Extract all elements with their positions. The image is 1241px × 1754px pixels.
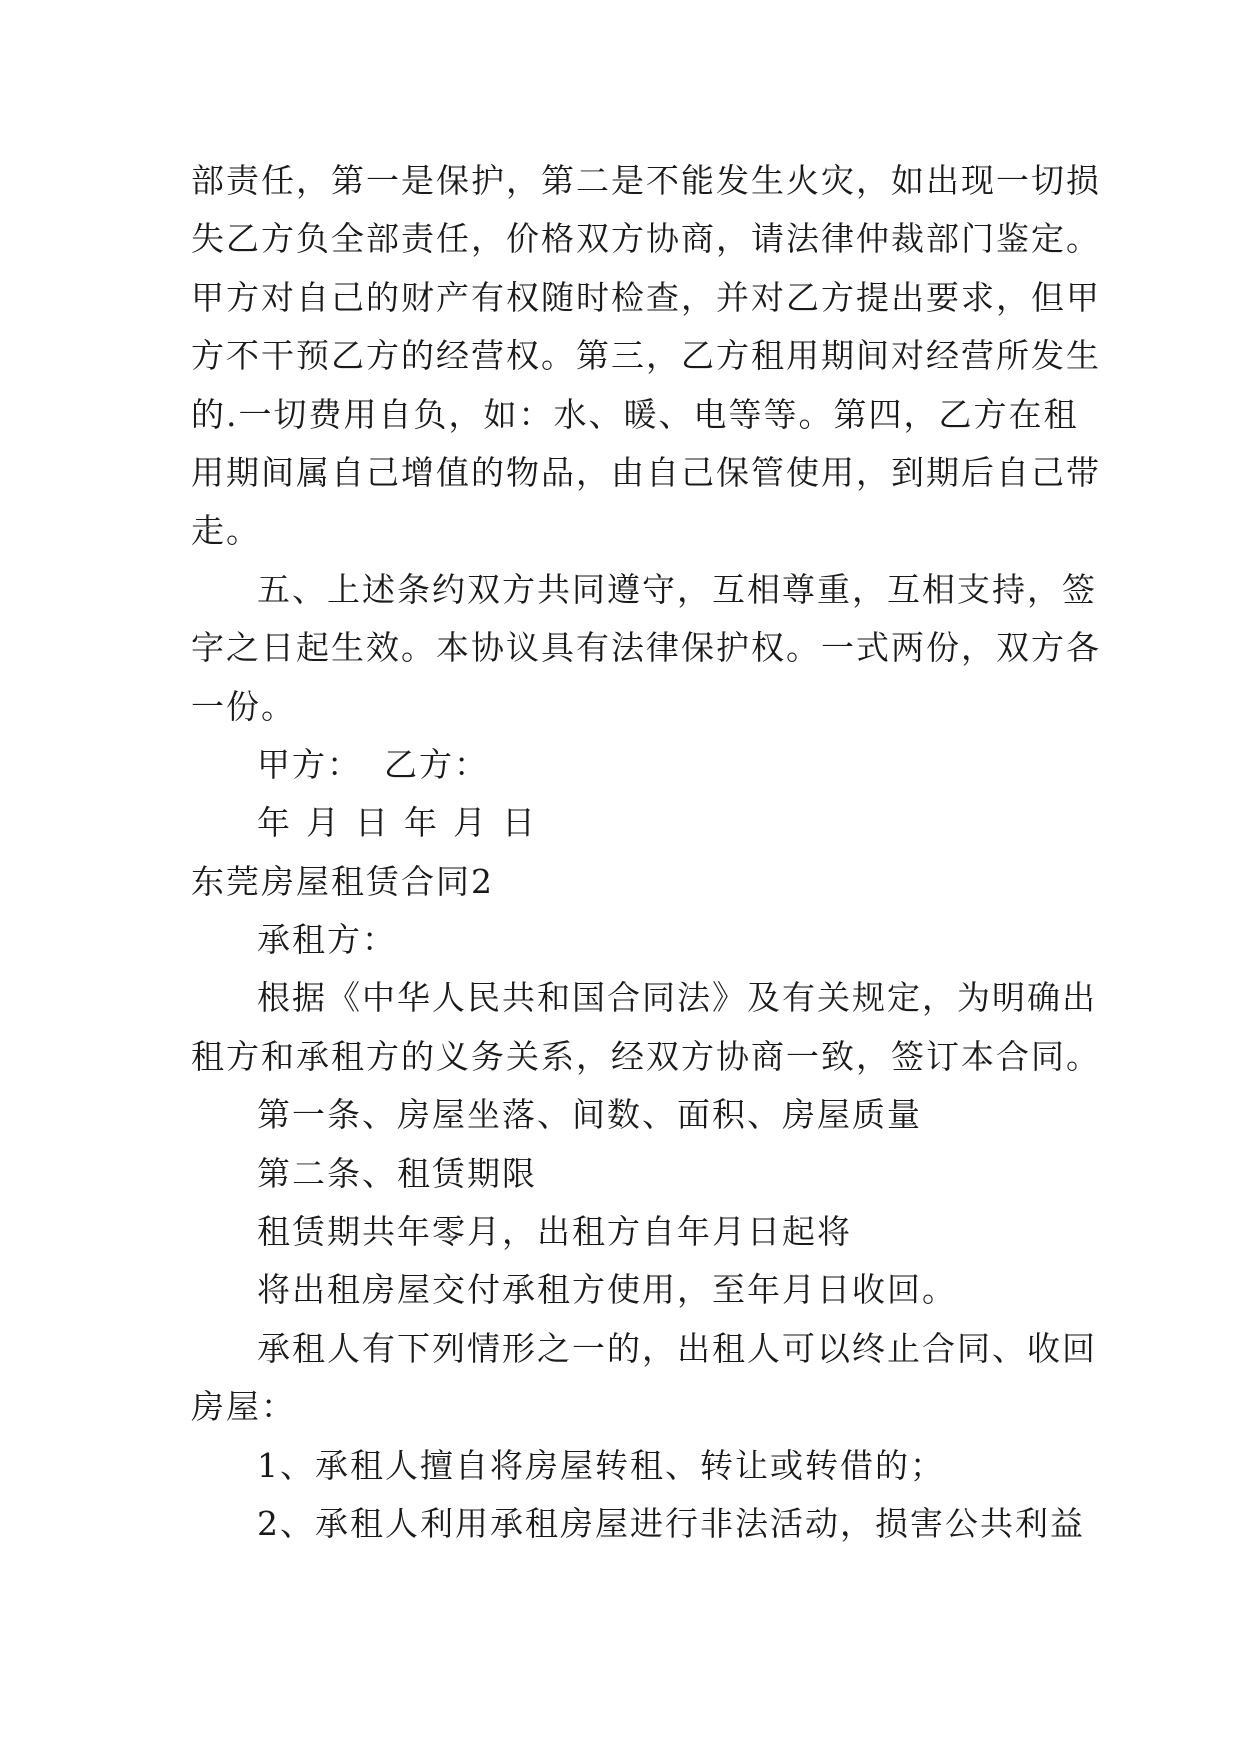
party-b-label: 乙方： [384,744,489,784]
text-line: 租赁期共年零月，出租方自年月日起将 [257,1212,852,1252]
lessee-label: 承租方： [257,920,397,960]
text-line: 部责任，第一是保护，第二是不能发生火灾，如出现一切损 [191,161,1101,200]
list-item: 1、承租人擅自将房屋转租、转让或转借的； [257,1445,945,1485]
text-line: 根据《中华人民共和国合同法》及有关规定，为明确出 [257,978,1097,1018]
list-item: 2、承租人利用承租房屋进行非法活动，损害公共利益 [257,1503,1085,1543]
text-line: 用期间属自己增值的物品，由自己保管使用，到期后自己带 [191,452,1101,492]
text-line: 五、上述条约双方共同遵守，互相尊重，互相支持，签 [257,569,1097,609]
date-month: 月 [306,803,341,843]
party-a-label: 甲方： [257,744,362,784]
date-year: 年 [257,803,292,843]
text-line: 承租人有下列情形之一的，出租人可以终止合同、收回 [257,1328,1097,1368]
date-day: 日 [502,803,537,843]
date-year: 年 [404,803,439,843]
text-line: 走。 [191,511,261,551]
document-page [191,152,1101,1553]
text-line: 租方和承租方的义务关系，经双方协商一致，签订本合同。 [191,1036,1101,1076]
text-line: 失乙方负全部责任，价格双方协商，请法律仲裁部门鉴定。 [191,219,1101,259]
text-line: 将出租房屋交付承租方使用，至年月日收回。 [257,1270,957,1310]
date-month: 月 [453,803,488,843]
text-line: 甲方对自己的财产有权随时检查，并对乙方提出要求，但甲 [191,277,1101,317]
date-line [191,794,1061,852]
contract-title: 东莞房屋租赁合同2 [191,861,494,901]
text-line: 字之日起生效。本协议具有法律保护权。一式两份，双方各 [191,628,1101,668]
text-line: 房屋： [191,1387,296,1427]
signature-line [191,736,1061,794]
text-line: 的.一切费用自负，如：水、暖、电等等。第四，乙方在租 [191,394,1079,434]
article-heading: 第二条、租赁期限 [257,1153,537,1193]
text-line: 方不干预乙方的经营权。第三，乙方租用期间对经营所发生 [191,336,1101,376]
text-line: 一份。 [191,686,296,726]
article-heading: 第一条、房屋坐落、间数、面积、房屋质量 [257,1095,922,1135]
date-day: 日 [355,803,390,843]
